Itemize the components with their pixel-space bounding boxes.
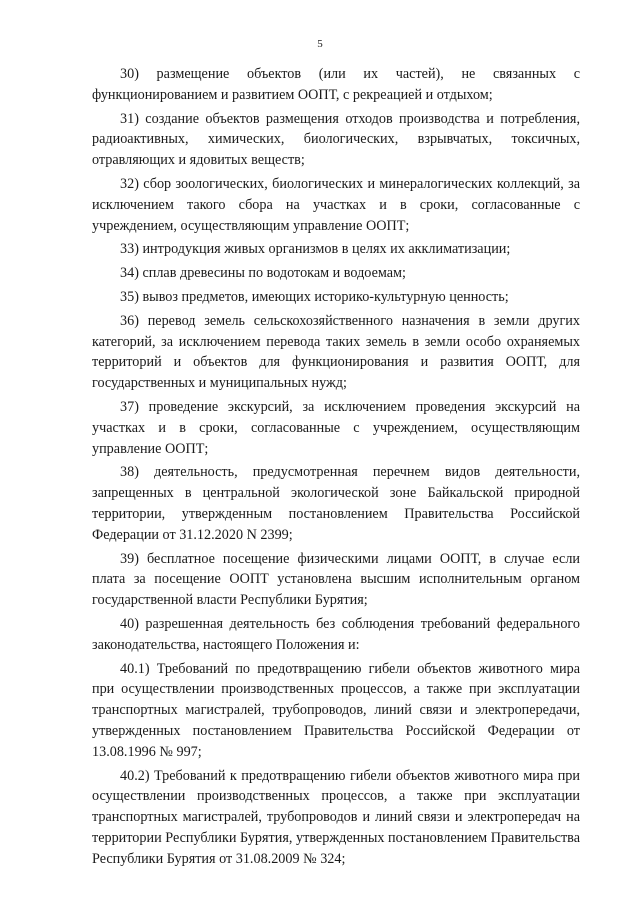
list-item-31: 31) создание объектов размещения отходов производства и потребления, радиоактивных, химических, биологических, взрывчатых, токсичных, отравляющих и ядовитых веществ; bbox=[92, 110, 580, 169]
document-body bbox=[92, 64, 580, 872]
list-item-38: 38) деятельность, предусмотренная перечнем видов деятельности, запрещенных в центральной экологической зоне Байкальской природной территории, утвержденным постановлением Правительства Российской Федерации от 31.12.2020 N 2399; bbox=[92, 464, 580, 543]
list-item-40-2: 40.2) Требований к предотвращению гибели объектов животного мира при осуществлении производственных процессов, а также при эксплуатации транспортных магистралей, трубопроводов и линий связи и электропередач на территории Республики Бурятия, утвержденных постановлением Правительства Республики Бурятия от 31.08.2009 № 324; bbox=[92, 767, 580, 867]
list-item-36: 36) перевод земель сельскохозяйственного назначения в земли других категорий, за исключением перевода таких земель в земли особо охраняемых территорий и объектов для функционирования и развития ООПТ, для государственных и муниципальных нужд; bbox=[92, 312, 580, 392]
page-number: 5 bbox=[317, 38, 323, 50]
list-item-30: 30) размещение объектов (или их частей), не связанных с функционированием и развитием ООПТ, с рекреацией и отдыхом; bbox=[92, 66, 580, 103]
list-item-32: 32) сбор зоологических, биологических и минералогических коллекций, за исключением такого сбора на участках и в сроки, согласованные с учреждением, осуществляющим управление ООПТ; bbox=[92, 175, 580, 234]
list-item-39: 39) бесплатное посещение физическими лицами ООПТ, в случае если плата за посещение ООПТ установлена высшим исполнительным органом государственной власти Республики Бурятия; bbox=[92, 550, 580, 609]
list-item-37: 37) проведение экскурсий, за исключением проведения экскурсий на участках и в сроки, согласованные с учреждением, осуществляющим управление ООПТ; bbox=[92, 398, 580, 457]
list-item-33: 33) интродукция живых организмов в целях их акклиматизации; bbox=[120, 241, 511, 258]
list-item-34: 34) сплав древесины по водотокам и водоемам; bbox=[120, 265, 406, 282]
list-item-40-1: 40.1) Требований по предотвращению гибели объектов животного мира при осуществлении производственных процессов, а также при эксплуатации транспортных магистралей, трубопроводов, линий связи и электропередачи, утвержденных постановлением Правительства Российской Федерации от 13.08.1996 № 997; bbox=[92, 660, 580, 760]
list-item-40: 40) разрешенная деятельность без соблюдения требований федерального законодательства, настоящего Положения и: bbox=[92, 615, 580, 653]
list-item-35: 35) вывоз предметов, имеющих историко-культурную ценность; bbox=[120, 288, 509, 305]
